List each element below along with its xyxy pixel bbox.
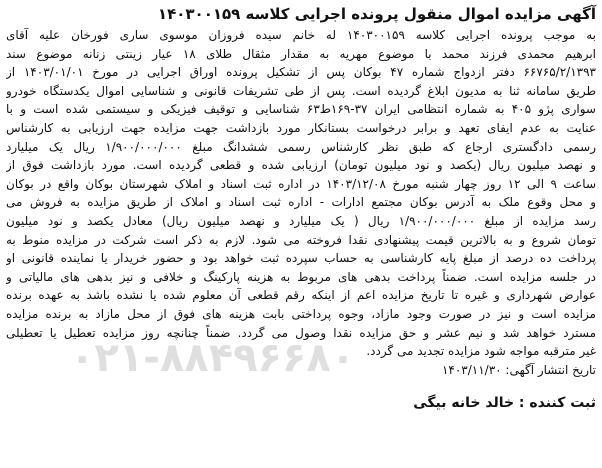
notice-title: آگهی مزایده اموال منقول پرونده اجرایی کلاسه ۱۴۰۳۰۰۱۵۹ — [157, 5, 596, 23]
notice-line: و محل وقوع ملک به آدرس بوکان مجتمع ادارات - اداره ثبت اسناد و املاک از طریق مزایده به فروش می — [6, 195, 596, 210]
notice-line: پرداخت ده درصد از مبلغ پایه کارشناسی به حساب سپرده ثبت خواهد بود و حضور خریدار یا نماینده قانونی او — [6, 251, 596, 266]
notice-line: عنایت به عدم ایفای تعهد و برابر درخواست بستانکار مورد بازداشت جهت مزایده جهت ارزیابی به کارشناس — [6, 120, 596, 135]
registrar-signature: ثبت کننده : خالد خانه بیگی — [413, 395, 596, 412]
notice-line: سواری پژو ۴۰۵ به شماره انتظامی ایران ۳۷-۱۶۹ط۶۳ شناسایی و توقیف فیزیکی و سیستمی شده است و با — [6, 102, 596, 117]
notice-line: ساعت ۹ الی ۱۲ روز چهار شنبه مورخ ۱۴۰۳/۱۲/۰۸ در اداره ثبت اسناد و املاک شهرستان بوکان واقع در بوکان — [6, 176, 596, 191]
notice-line: در جلسه مزایده است. ضمناً پرداخت بدهی های مربوط به هزینه پارکینگ و خلافی و نیز بدهی های مالیاتی و — [6, 269, 596, 284]
notice-line: رسمی دادگستری ارجاع که طبق نظر کارشناس رسمی ششدانگ مبلغ ۱/۹۰۰/۰۰۰/۰۰۰ ریال یک میلیارد — [6, 139, 596, 154]
notice-line: رسد مزایده از مبلغ ۱/۹۰۰/۰۰۰/۰۰۰ ریال ( یک میلیارد و نهصد میلیون ریال) معادل یکصد و نود میلیون — [6, 213, 596, 228]
notice-line: عوارض شهرداری و غیره تا تاریخ مزایده اعم از اینکه رقم قطعی آن معلوم شده یا نشده باشد به عهده برنده — [6, 288, 596, 303]
notice-line: ۶۶۷۶۵/۲/۱۳۹۳ دفتر ازدواج شماره ۴۷ بوکان پس از تشکیل پرونده اوراق اجرایی در مورخ ۱۴۰۳/۰۱/۰۱ از — [6, 65, 596, 80]
publication-date: تاریخ انتشار آگهی: ۱۴۰۳/۱۱/۳۰ — [441, 362, 596, 377]
notice-line: طریق سامانه ثنا به مدیون ابلاغ گردیده است. پس از طی تشریفات قانونی و شناسایی اموال یکدستگاه خودرو — [6, 83, 596, 98]
notice-line: تومان شروع و به بالاترین قیمت پیشنهادی نقدا فروخته می شود. لازم به ذکر است شرکت در مزایده منوط به — [6, 232, 596, 247]
notice-line: ابرهیم محمدی فرزند محمد با موضوع مهریه به مقدار مثقال طلای ۱۸ عیار زینتی زنانه موضوع سند — [6, 46, 596, 61]
notice-line: مسترد خواهد شد و نیم عشر و حق مزایده نقدا وصول می گردد. ضمناً چنانچه روز مزایده تعطیل یا تعطیلی — [6, 325, 596, 340]
notice-line: مزایده است و نیز در صورت وجود مازاد، وجوه پرداختی بابت هزینه های فوق از محل مازاد به برنده مزایده — [6, 306, 596, 321]
notice-line: به موجب پرونده اجرایی کلاسه ۱۴۰۳۰۰۱۵۹ له خانم سیده فروزان موسوی ساری فورخان علیه آقای — [6, 28, 596, 42]
phone-watermark: ۰۲۱-۸۸۴۹۶۶۸۰ — [70, 335, 356, 381]
notice-line: و نهصد میلیون ریال (یکصد و نود میلیون تومان) ارزیابی شده و قطعی گردیده است. مورد بازداشت فوق از — [6, 158, 596, 173]
notice-body — [6, 26, 596, 379]
notice-line: غیر مترقبه مواجه شود مزایده تجدید می گردد. — [366, 344, 596, 359]
